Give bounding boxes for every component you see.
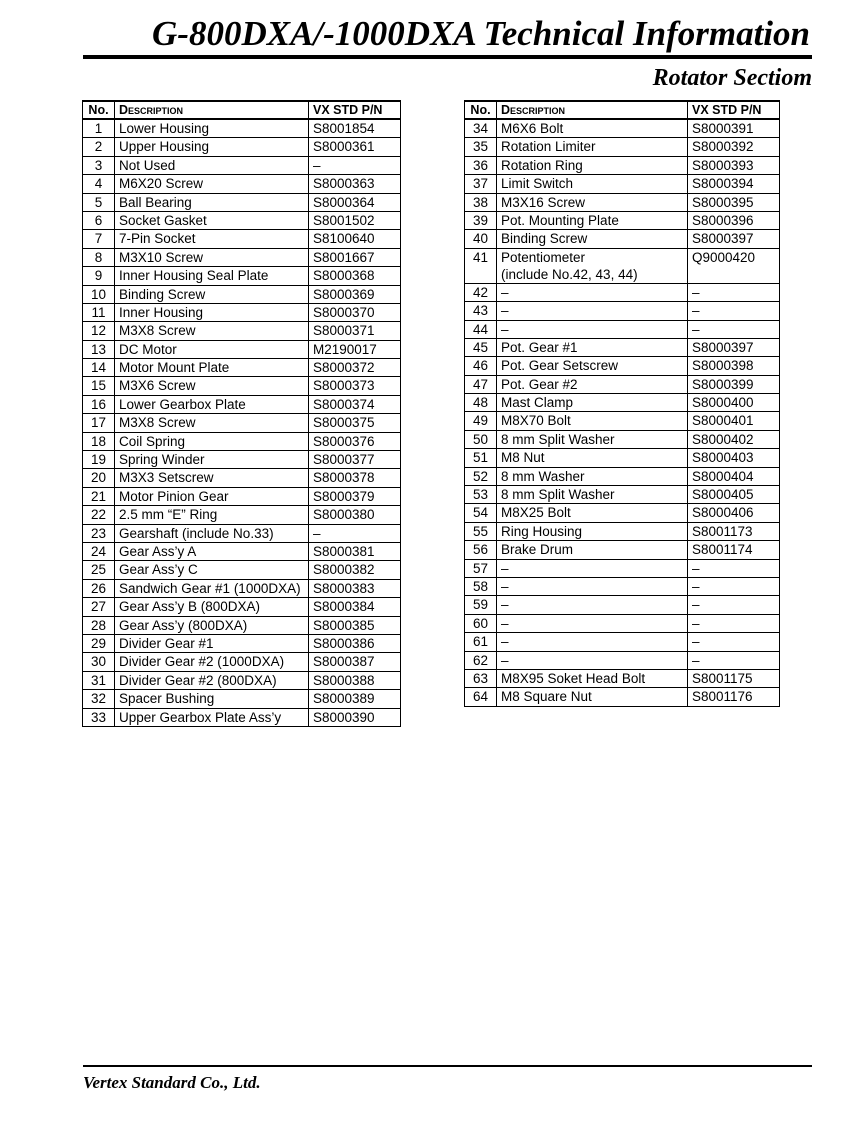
vx-std-part-number: S8000374 [309, 395, 401, 413]
table-row [465, 541, 780, 559]
part-number-index: 22 [83, 506, 115, 524]
table-row [83, 542, 401, 560]
vx-std-part-number: S8000395 [688, 193, 780, 211]
part-number-index: 35 [465, 138, 497, 156]
part-number-index: 37 [465, 175, 497, 193]
part-description: Not Used [115, 156, 309, 174]
part-description: 7-Pin Socket [115, 230, 309, 248]
vx-std-part-number: S8000402 [688, 430, 780, 448]
table-row [465, 230, 780, 248]
part-description: Upper Gearbox Plate Ass’y [115, 708, 309, 726]
part-description: Inner Housing Seal Plate [115, 267, 309, 285]
vx-std-part-number: S8000396 [688, 211, 780, 229]
part-description: Upper Housing [115, 138, 309, 156]
vx-std-part-number: S8000406 [688, 504, 780, 522]
part-description: Brake Drum [497, 541, 688, 559]
part-description: Binding Screw [497, 230, 688, 248]
part-number-index: 30 [83, 653, 115, 671]
vx-std-part-number: – [688, 633, 780, 651]
table-row [465, 338, 780, 356]
part-number-index: 25 [83, 561, 115, 579]
part-description: 8 mm Split Washer [497, 486, 688, 504]
table-row [83, 211, 401, 229]
part-number-index: 18 [83, 432, 115, 450]
part-number-index: 6 [83, 211, 115, 229]
table-row [465, 449, 780, 467]
part-number-index: 48 [465, 394, 497, 412]
table-row [465, 633, 780, 651]
vx-std-part-number: S8000382 [309, 561, 401, 579]
part-number-index: 38 [465, 193, 497, 211]
part-description: Lower Housing [115, 119, 309, 138]
part-number-index: 53 [465, 486, 497, 504]
part-description: – [497, 633, 688, 651]
part-description: M6X6 Bolt [497, 119, 688, 138]
vx-std-part-number: S8000368 [309, 267, 401, 285]
table-row [465, 669, 780, 687]
vx-std-part-number: S8000397 [688, 338, 780, 356]
part-description: – [497, 320, 688, 338]
part-number-index: 50 [465, 430, 497, 448]
vx-std-part-number: S8000384 [309, 598, 401, 616]
table-row [465, 320, 780, 338]
part-description: Ball Bearing [115, 193, 309, 211]
table-row [465, 504, 780, 522]
part-description: 2.5 mm “E” Ring [115, 506, 309, 524]
part-description: M8X95 Soket Head Bolt [497, 669, 688, 687]
table-row [465, 248, 780, 283]
vx-std-part-number: – [688, 302, 780, 320]
vx-std-part-number: – [688, 320, 780, 338]
part-number-index: 10 [83, 285, 115, 303]
table-row [465, 430, 780, 448]
part-number-index: 57 [465, 559, 497, 577]
company-name: Vertex Standard Co., Ltd. [83, 1073, 261, 1092]
part-number-index: 58 [465, 577, 497, 595]
table-row [83, 616, 401, 634]
part-number-index: 44 [465, 320, 497, 338]
part-description: – [497, 283, 688, 301]
vx-std-part-number: S8000400 [688, 394, 780, 412]
vx-std-part-number: S8000371 [309, 322, 401, 340]
part-description-line: Potentiometer [501, 249, 586, 265]
table-row [465, 412, 780, 430]
table-row [465, 193, 780, 211]
part-number-index: 60 [465, 614, 497, 632]
part-description: Binding Screw [115, 285, 309, 303]
part-description: – [497, 596, 688, 614]
part-number-index: 21 [83, 487, 115, 505]
table-row [83, 395, 401, 413]
table-row [465, 119, 780, 138]
table-row [465, 651, 780, 669]
part-description: – [497, 302, 688, 320]
table-row [83, 322, 401, 340]
table-row [83, 267, 401, 285]
part-number-index: 8 [83, 248, 115, 266]
part-description: Gear Ass’y (800DXA) [115, 616, 309, 634]
vx-std-part-number: Q9000420 [688, 248, 780, 283]
vx-std-part-number: S8001175 [688, 669, 780, 687]
table-row [465, 156, 780, 174]
part-description: Motor Pinion Gear [115, 487, 309, 505]
column-header-description: Description [115, 101, 309, 119]
part-number-index: 14 [83, 359, 115, 377]
vx-std-part-number: S8000390 [309, 708, 401, 726]
part-number-index: 41 [465, 248, 497, 283]
part-number-index: 24 [83, 542, 115, 560]
table-row [83, 487, 401, 505]
part-number-index: 28 [83, 616, 115, 634]
part-description: Gear Ass’y A [115, 542, 309, 560]
vx-std-part-number: S8000378 [309, 469, 401, 487]
part-description: – [497, 651, 688, 669]
part-number-index: 34 [465, 119, 497, 138]
vx-std-part-number: S8000376 [309, 432, 401, 450]
table-row [465, 357, 780, 375]
table-header-row [83, 101, 401, 119]
part-number-index: 11 [83, 303, 115, 321]
vx-std-part-number: S8000394 [688, 175, 780, 193]
part-number-index: 13 [83, 340, 115, 358]
column-header-part-number: VX STD P/N [688, 101, 780, 119]
part-description: Pot. Gear #1 [497, 338, 688, 356]
part-description [497, 248, 688, 283]
vx-std-part-number: S8000361 [309, 138, 401, 156]
part-description: Ring Housing [497, 522, 688, 540]
part-description: Spacer Bushing [115, 690, 309, 708]
part-description: DC Motor [115, 340, 309, 358]
table-row [83, 175, 401, 193]
vx-std-part-number: S8000386 [309, 634, 401, 652]
part-number-index: 61 [465, 633, 497, 651]
vx-std-part-number: S8000405 [688, 486, 780, 504]
part-description: Rotation Limiter [497, 138, 688, 156]
vx-std-part-number: S8001173 [688, 522, 780, 540]
column-header-description: Description [497, 101, 688, 119]
part-description: Mast Clamp [497, 394, 688, 412]
part-description: M6X20 Screw [115, 175, 309, 193]
part-description: Gearshaft (include No.33) [115, 524, 309, 542]
table-row [83, 451, 401, 469]
table-row [83, 138, 401, 156]
part-description: Inner Housing [115, 303, 309, 321]
vx-std-part-number: S8000388 [309, 671, 401, 689]
part-description: Sandwich Gear #1 (1000DXA) [115, 579, 309, 597]
part-number-index: 23 [83, 524, 115, 542]
table-row [465, 559, 780, 577]
part-number-index: 47 [465, 375, 497, 393]
part-description-note: (include No.42, 43, 44) [501, 266, 638, 282]
parts-table-right [464, 100, 780, 707]
vx-std-part-number: S8001854 [309, 119, 401, 138]
vx-std-part-number: S8000401 [688, 412, 780, 430]
part-description: Gear Ass’y B (800DXA) [115, 598, 309, 616]
part-number-index: 51 [465, 449, 497, 467]
table-row [465, 486, 780, 504]
vx-std-part-number: – [688, 283, 780, 301]
vx-std-part-number: – [688, 577, 780, 595]
vx-std-part-number: S8000375 [309, 414, 401, 432]
vx-std-part-number: S8000380 [309, 506, 401, 524]
part-number-index: 32 [83, 690, 115, 708]
vx-std-part-number: S8000397 [688, 230, 780, 248]
part-description: M3X16 Screw [497, 193, 688, 211]
table-row [83, 432, 401, 450]
table-row [83, 248, 401, 266]
part-number-index: 16 [83, 395, 115, 413]
part-number-index: 42 [465, 283, 497, 301]
vx-std-part-number: S8000393 [688, 156, 780, 174]
part-number-index: 2 [83, 138, 115, 156]
part-number-index: 27 [83, 598, 115, 616]
table-row [465, 467, 780, 485]
vx-std-part-number: S8000387 [309, 653, 401, 671]
part-number-index: 39 [465, 211, 497, 229]
vx-std-part-number: S8000372 [309, 359, 401, 377]
vx-std-part-number: S8000363 [309, 175, 401, 193]
vx-std-part-number: S8000383 [309, 579, 401, 597]
part-description: M8 Nut [497, 449, 688, 467]
part-number-index: 19 [83, 451, 115, 469]
part-number-index: 20 [83, 469, 115, 487]
part-number-index: 12 [83, 322, 115, 340]
table-row [465, 596, 780, 614]
part-number-index: 29 [83, 634, 115, 652]
vx-std-part-number: – [309, 156, 401, 174]
vx-std-part-number: S8000364 [309, 193, 401, 211]
table-row [465, 394, 780, 412]
part-number-index: 52 [465, 467, 497, 485]
vx-std-part-number: S8000403 [688, 449, 780, 467]
table-row [83, 414, 401, 432]
part-number-index: 55 [465, 522, 497, 540]
table-row [83, 193, 401, 211]
table-row [83, 524, 401, 542]
part-number-index: 1 [83, 119, 115, 138]
vx-std-part-number: S8000398 [688, 357, 780, 375]
page-title: G-800DXA/-1000DXA Technical Information [152, 14, 810, 53]
part-number-index: 40 [465, 230, 497, 248]
part-description: M3X6 Screw [115, 377, 309, 395]
part-number-index: 54 [465, 504, 497, 522]
table-row [83, 285, 401, 303]
part-number-index: 36 [465, 156, 497, 174]
part-description: Pot. Mounting Plate [497, 211, 688, 229]
parts-table-right-body [465, 119, 780, 706]
column-header-no: No. [465, 101, 497, 119]
part-description: M8X70 Bolt [497, 412, 688, 430]
part-description: Pot. Gear #2 [497, 375, 688, 393]
part-description: M8X25 Bolt [497, 504, 688, 522]
part-number-index: 3 [83, 156, 115, 174]
part-number-index: 7 [83, 230, 115, 248]
part-number-index: 4 [83, 175, 115, 193]
vx-std-part-number: – [688, 614, 780, 632]
table-row [465, 614, 780, 632]
vx-std-part-number: M2190017 [309, 340, 401, 358]
table-row [83, 598, 401, 616]
part-description: Pot. Gear Setscrew [497, 357, 688, 375]
part-number-index: 31 [83, 671, 115, 689]
footer-rule [83, 1065, 812, 1067]
part-description: M3X10 Screw [115, 248, 309, 266]
vx-std-part-number: S8001174 [688, 541, 780, 559]
part-description: Motor Mount Plate [115, 359, 309, 377]
table-row [465, 211, 780, 229]
vx-std-part-number: S8100640 [309, 230, 401, 248]
part-description: 8 mm Split Washer [497, 430, 688, 448]
table-row [465, 522, 780, 540]
vx-std-part-number: – [309, 524, 401, 542]
table-row [465, 577, 780, 595]
part-description: – [497, 614, 688, 632]
vx-std-part-number: – [688, 651, 780, 669]
vx-std-part-number: S8000391 [688, 119, 780, 138]
part-number-index: 15 [83, 377, 115, 395]
vx-std-part-number: S8000385 [309, 616, 401, 634]
part-number-index: 17 [83, 414, 115, 432]
part-description: Rotation Ring [497, 156, 688, 174]
table-row [83, 377, 401, 395]
part-number-index: 9 [83, 267, 115, 285]
section-title: Rotator Sectiom [652, 65, 812, 91]
vx-std-part-number: S8000399 [688, 375, 780, 393]
vx-std-part-number: S8000377 [309, 451, 401, 469]
part-description: Coil Spring [115, 432, 309, 450]
part-description: Limit Switch [497, 175, 688, 193]
part-description: M3X3 Setscrew [115, 469, 309, 487]
part-number-index: 5 [83, 193, 115, 211]
table-row [465, 138, 780, 156]
part-number-index: 63 [465, 669, 497, 687]
vx-std-part-number: S8000379 [309, 487, 401, 505]
part-description: Divider Gear #2 (1000DXA) [115, 653, 309, 671]
part-description: – [497, 577, 688, 595]
part-number-index: 64 [465, 688, 497, 706]
part-description: Spring Winder [115, 451, 309, 469]
table-row [83, 708, 401, 726]
part-description: 8 mm Washer [497, 467, 688, 485]
part-description: – [497, 559, 688, 577]
table-row [465, 688, 780, 706]
part-number-index: 33 [83, 708, 115, 726]
vx-std-part-number: S8000389 [309, 690, 401, 708]
part-number-index: 56 [465, 541, 497, 559]
part-number-index: 49 [465, 412, 497, 430]
part-number-index: 62 [465, 651, 497, 669]
part-description: M3X8 Screw [115, 414, 309, 432]
table-header-row [465, 101, 780, 119]
part-description: Lower Gearbox Plate [115, 395, 309, 413]
table-row [465, 302, 780, 320]
table-row [83, 690, 401, 708]
column-header-part-number: VX STD P/N [309, 101, 401, 119]
vx-std-part-number: – [688, 559, 780, 577]
vx-std-part-number: S8001667 [309, 248, 401, 266]
part-number-index: 45 [465, 338, 497, 356]
table-row [83, 579, 401, 597]
table-row [83, 230, 401, 248]
header-rule [83, 55, 812, 59]
part-number-index: 43 [465, 302, 497, 320]
vx-std-part-number: S8001502 [309, 211, 401, 229]
table-row [83, 506, 401, 524]
table-row [83, 119, 401, 138]
part-description: Divider Gear #1 [115, 634, 309, 652]
vx-std-part-number: S8000381 [309, 542, 401, 560]
table-row [83, 303, 401, 321]
vx-std-part-number: S8000373 [309, 377, 401, 395]
part-description: Divider Gear #2 (800DXA) [115, 671, 309, 689]
table-row [83, 634, 401, 652]
part-description: M8 Square Nut [497, 688, 688, 706]
vx-std-part-number: – [688, 596, 780, 614]
table-row [465, 283, 780, 301]
table-row [465, 375, 780, 393]
part-description: Socket Gasket [115, 211, 309, 229]
part-number-index: 59 [465, 596, 497, 614]
part-number-index: 26 [83, 579, 115, 597]
parts-table-left-body [83, 119, 401, 726]
part-description: M3X8 Screw [115, 322, 309, 340]
table-row [83, 469, 401, 487]
vx-std-part-number: S8000370 [309, 303, 401, 321]
table-row [83, 156, 401, 174]
vx-std-part-number: S8000392 [688, 138, 780, 156]
column-header-no: No. [83, 101, 115, 119]
part-number-index: 46 [465, 357, 497, 375]
table-row [83, 671, 401, 689]
part-description: Gear Ass’y C [115, 561, 309, 579]
parts-table-left [82, 100, 401, 727]
table-row [83, 340, 401, 358]
table-row [83, 359, 401, 377]
table-row [83, 561, 401, 579]
table-row [465, 175, 780, 193]
table-row [83, 653, 401, 671]
vx-std-part-number: S8001176 [688, 688, 780, 706]
vx-std-part-number: S8000404 [688, 467, 780, 485]
vx-std-part-number: S8000369 [309, 285, 401, 303]
